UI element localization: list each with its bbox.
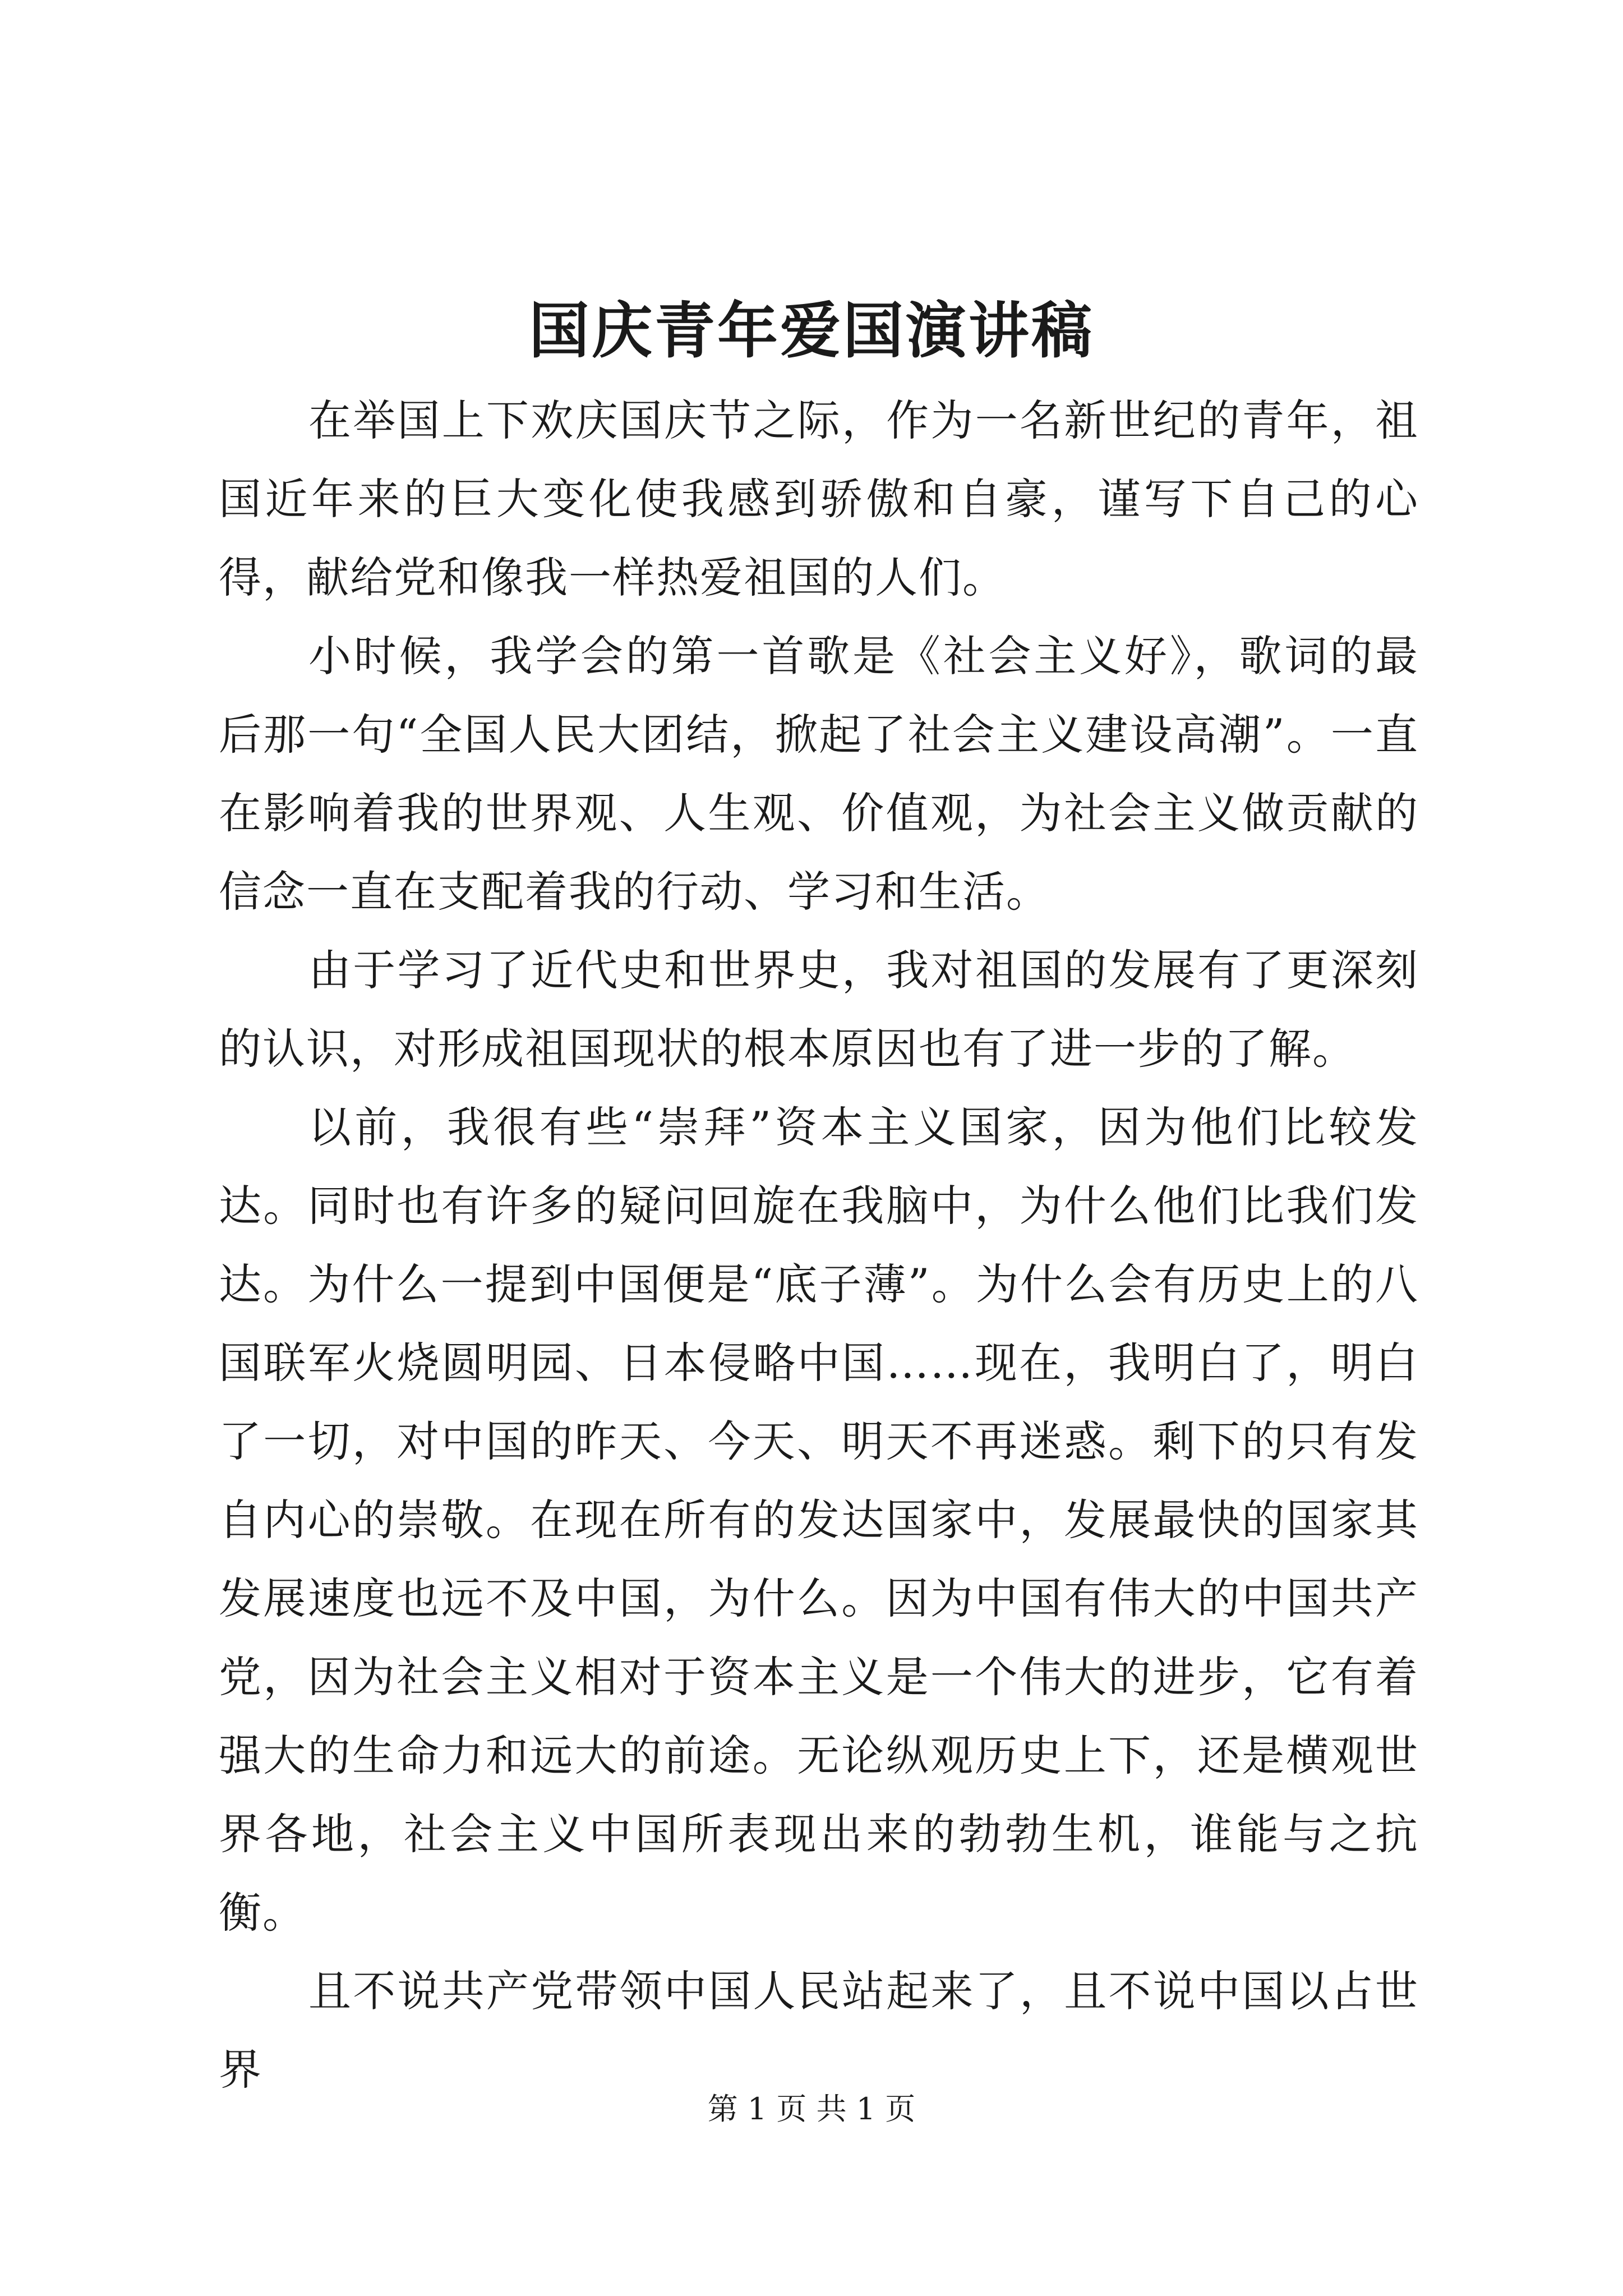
paragraph: 且不说共产党带领中国人民站起来了，且不说中国以占世界 xyxy=(219,1966,1419,2095)
paragraph: 以前，我很有些“崇拜”资本主义国家，因为他们比较发达。同时也有许多的疑问回旋在我脑中，为什么他们比我们发达。为什么一提到中国便是“底子薄”。为什么会有历史上的八国联军火烧圆明园、日本侵略中国……现在，我明白了，明白了一切，对中国的昨天、今天、明天不再迷惑。剩下的只有发自内心的崇敬。在现在所有的发达国家中，发展最快的国家其发展速度也远不及中国，为什么。因为中国有伟大的中国共产党，因为社会主义相对于资本主义是一个伟大的进步，它有着强大的生命力和远大的前途。无论纵观历史上下，还是横观世界各地，社会主义中国所表现出来的勃勃生机，谁能与之抗衡。 xyxy=(219,1102,1419,1938)
paragraph: 小时候，我学会的第一首歌是《社会主义好》，歌词的最后那一句“全国人民大团结，掀起了社会主义建设高潮”。一直在影响着我的世界观、人生观、价值观，为社会主义做贡献的信念一直在支配着我的行动、学习和生活。 xyxy=(219,631,1419,917)
page-number-footer: 第 1 页 共 1 页 xyxy=(707,2091,916,2127)
paragraph: 由于学习了近代史和世界史，我对祖国的发展有了更深刻的认识，对形成祖国现状的根本原因也有了进一步的了解。 xyxy=(219,945,1419,1074)
paragraph: 在举国上下欢庆国庆节之际，作为一名新世纪的青年，祖国近年来的巨大变化使我感到骄傲和自豪，谨写下自己的心得，献给党和像我一样热爱祖国的人们。 xyxy=(219,395,1419,602)
document-body xyxy=(219,381,1419,2109)
document-title: 国庆青年爱国演讲稿 xyxy=(528,296,1094,366)
